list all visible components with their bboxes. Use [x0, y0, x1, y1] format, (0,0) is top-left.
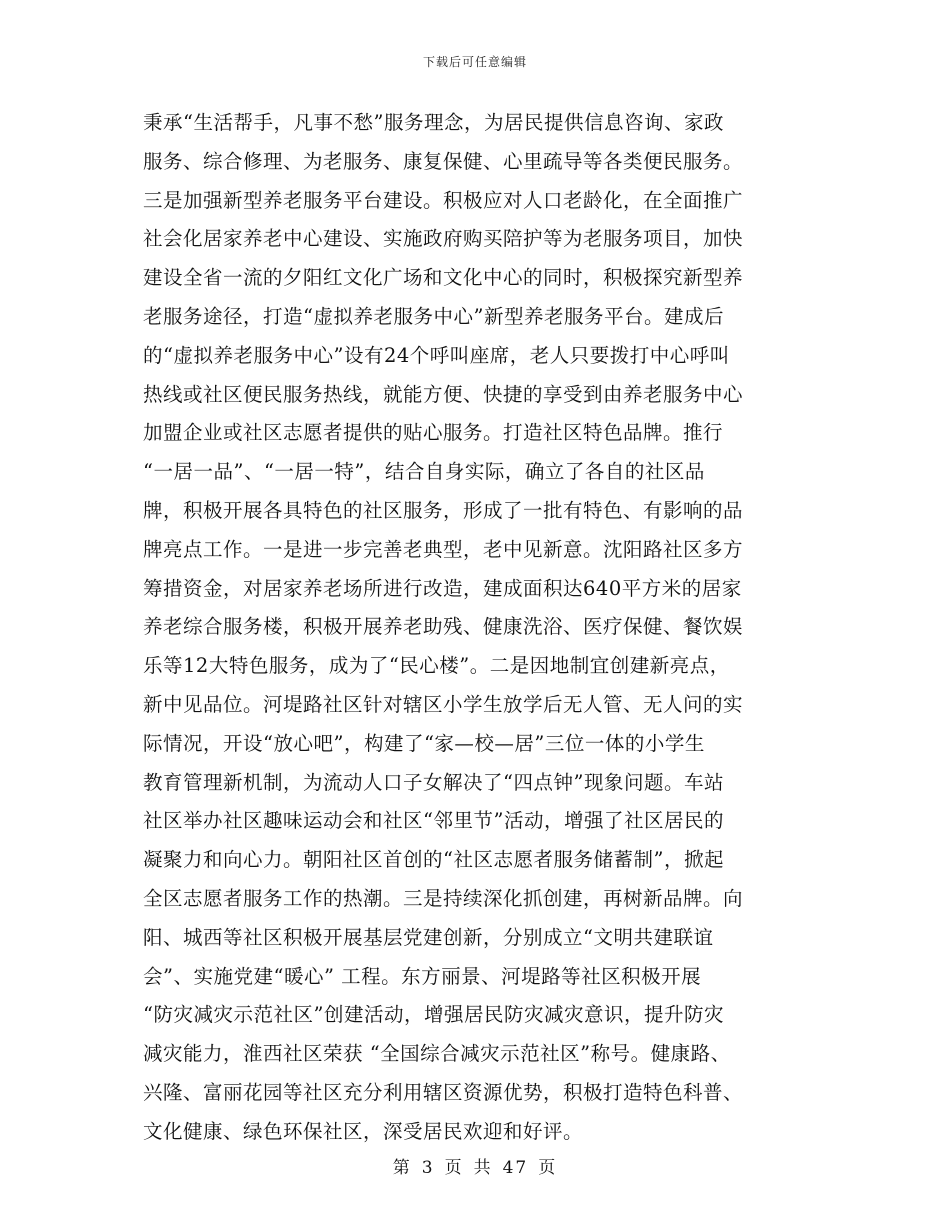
text-line: 际情况，开设“放心吧”，构建了“家—校—居”三位一体的小学生: [143, 731, 705, 755]
total-page-count: 47: [502, 1158, 529, 1178]
page-footer: [0, 1153, 950, 1178]
text-line: 减灾能力，淮西社区荣获 “全国综合减灾示范社区”称号。健康路、: [143, 1042, 731, 1066]
text-line: 筹措资金，对居家养老场所进行改造，建成面积达640平方米的居家: [143, 576, 742, 600]
text-line: “防灾减灾示范社区”创建活动，增强居民防灾减灾意识，提升防灾: [143, 1003, 724, 1027]
text-line: 兴隆、富丽花园等社区充分利用辖区资源优势，积极打造特色科普、: [143, 1080, 744, 1104]
text-line: 乐等12大特色服务，成为了“民心楼”。二是因地制宜创建新亮点，: [143, 654, 730, 678]
text-line: 的“虚拟养老服务中心”设有24个呼叫座席，老人只要拨打中心呼叫: [143, 343, 730, 367]
text-line: 老服务途径，打造“虚拟养老服务中心”新型养老服务平台。建成后: [143, 304, 724, 328]
text-line: 社区举办社区趣味运动会和社区“邻里节”活动，增强了社区居民的: [143, 809, 724, 833]
text-line: 全区志愿者服务工作的热潮。三是持续深化抓创建，再树新品牌。向: [143, 886, 744, 910]
footer-label-page: 页: [444, 1158, 464, 1178]
text-line: 加盟企业或社区志愿者提供的贴心服务。打造社区特色品牌。推行: [143, 421, 724, 445]
text-line: 建设全省一流的夕阳红文化广场和文化中心的同时，积极探究新型养: [143, 266, 744, 290]
text-line: 服务、综合修理、为老服务、康复保健、心里疏导等各类便民服务。: [143, 149, 744, 173]
footer-label-total: 共: [473, 1158, 493, 1178]
text-line: 教育管理新机制，为流动人口子女解决了“四点钟”现象问题。车站: [143, 770, 724, 794]
text-line: “一居一品”、“一居一特”，结合自身实际，确立了各自的社区品: [143, 460, 705, 484]
text-line: 牌亮点工作。一是进一步完善老典型，老中见新意。沈阳路社区多方: [143, 537, 744, 561]
text-line: 养老综合服务楼，积极开展养老助残、健康洗浴、医疗保健、餐饮娱: [143, 615, 744, 639]
text-line: 凝聚力和向心力。朝阳社区首创的“社区志愿者服务储蓄制”，掀起: [143, 848, 724, 872]
text-line: 社会化居家养老中心建设、实施政府购买陪护等为老服务项目，加快: [143, 227, 744, 251]
current-page-number: 3: [421, 1158, 435, 1178]
footer-label-suffix: 页: [538, 1158, 558, 1178]
text-line: 文化健康、绿色环保社区，深受居民欢迎和好评。: [143, 1119, 584, 1143]
text-line: 会”、实施党建“暖心” 工程。东方丽景、河堤路等社区积极开展: [143, 964, 702, 988]
text-line: 三是加强新型养老服务平台建设。积极应对人口老龄化，在全面推广: [143, 188, 744, 212]
text-line: 热线或社区便民服务热线，就能方便、快捷的享受到由养老服务中心: [143, 382, 744, 406]
footer-label-prefix: 第: [392, 1158, 412, 1178]
document-body: [143, 104, 808, 1152]
text-line: 阳、城西等社区积极开展基层党建创新，分别成立“文明共建联谊: [143, 925, 714, 949]
text-line: 牌，积极开展各具特色的社区服务，形成了一批有特色、有影响的品: [143, 498, 744, 522]
page-header-note: 下载后可任意编辑: [422, 55, 527, 69]
text-line: 秉承“生活帮手，凡事不愁”服务理念，为居民提供信息咨询、家政: [143, 111, 724, 134]
text-line: 新中见品位。河堤路社区针对辖区小学生放学后无人管、无人问的实: [143, 692, 744, 716]
